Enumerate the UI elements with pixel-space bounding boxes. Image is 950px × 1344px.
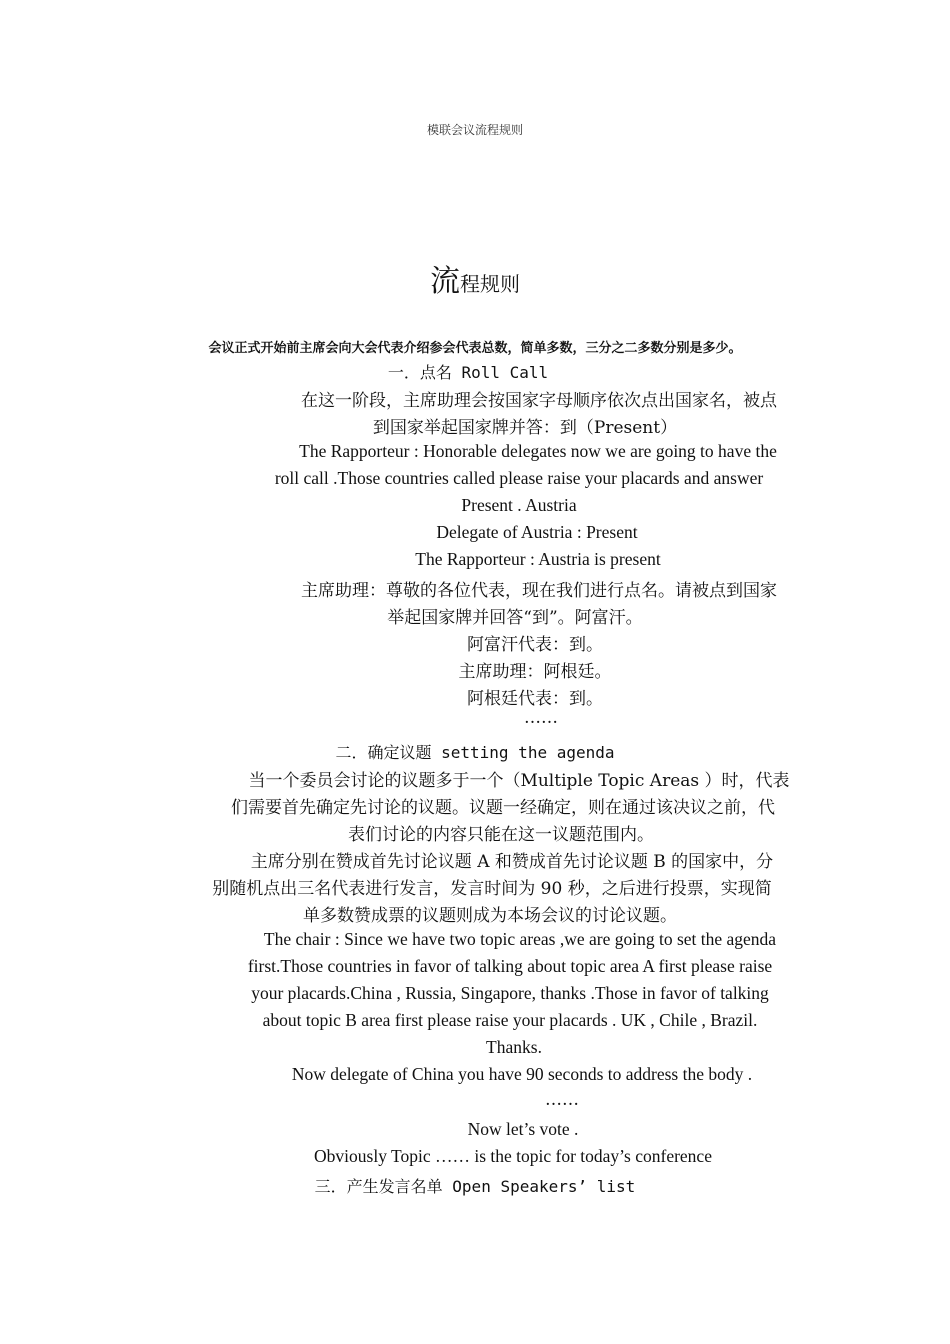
section-1-line: 举起国家牌并回答“到”。阿富汗。 <box>387 608 643 628</box>
section-2-line: 表们讨论的内容只能在这一议题范围内。 <box>348 825 654 845</box>
ellipsis: …… <box>524 708 558 728</box>
intro-paragraph: 会议正式开始前主席会向大会代表介绍参会代表总数，简单多数，三分之二多数分别是多少。 <box>208 341 742 356</box>
page-header: 模联会议流程规则 <box>426 123 523 137</box>
section-3-heading: 三．产生发言名单 Open Speakers’ list <box>314 1177 636 1196</box>
title-rest: 程规则 <box>460 272 520 296</box>
section-2-line: 单多数赞成票的议题则成为本场会议的讨论议题。 <box>303 906 677 926</box>
section-1-line: The Rapporteur : Austria is present <box>415 549 661 569</box>
section-2-line: your placards.China , Russia, Singapore, thanks .Those in favor of talking <box>251 983 769 1003</box>
section-1-line: 到国家举起国家牌并答：到（Present） <box>372 418 678 438</box>
section-2-line: The chair : Since we have two topic areas ,we are going to set the agenda <box>263 929 777 949</box>
section-2-line: about topic B area first please raise your placards . UK , Chile , Brazil. <box>262 1010 758 1030</box>
ellipsis: …… <box>545 1090 579 1110</box>
section-2-line: Now delegate of China you have 90 seconds to address the body . <box>291 1064 753 1084</box>
section-2-line: 们需要首先确定先讨论的议题。议题一经确定，则在通过该决议之前，代 <box>231 798 775 818</box>
section-1-line: 在这一阶段，主席助理会按国家字母顺序依次点出国家名，被点 <box>301 391 777 411</box>
section-2-line: 主席分别在赞成首先讨论议题 A 和赞成首先讨论议题 B 的国家中，分 <box>250 852 774 872</box>
section-2-line: Obviously Topic …… is the topic for today’s conference <box>314 1146 712 1166</box>
section-2-line: first.Those countries in favor of talking about topic area A first please raise <box>247 956 773 976</box>
section-1-line: Present . Austria <box>461 495 577 515</box>
section-2-line: Now let’s vote . <box>467 1119 579 1139</box>
section-1-line: 阿根廷代表：到。 <box>467 689 603 709</box>
section-1-heading: 一．点名 Roll Call <box>387 363 549 382</box>
section-2-line: 别随机点出三名代表进行发言，发言时间为 90 秒，之后进行投票，实现简 <box>212 879 772 899</box>
section-1-line: The Rapporteur : Honorable delegates now we are going to have the <box>299 441 777 461</box>
title-first-char: 流 <box>430 264 460 299</box>
section-1-line: 主席助理：尊敬的各位代表，现在我们进行点名。请被点到国家 <box>301 581 777 601</box>
section-2-line: Thanks. <box>486 1037 542 1057</box>
section-2-heading: 二．确定议题 setting the agenda <box>335 743 615 762</box>
section-1-line: roll call .Those countries called please raise your placards and answer <box>274 468 764 488</box>
section-2-line: 当一个委员会讨论的议题多于一个（Multiple Topic Areas ）时，代表 <box>248 771 790 791</box>
section-1-line: 主席助理：阿根廷。 <box>458 662 612 682</box>
section-1-line: 阿富汗代表：到。 <box>467 635 603 655</box>
section-1-line: Delegate of Austria : Present <box>436 522 638 542</box>
page-title <box>0 256 950 300</box>
